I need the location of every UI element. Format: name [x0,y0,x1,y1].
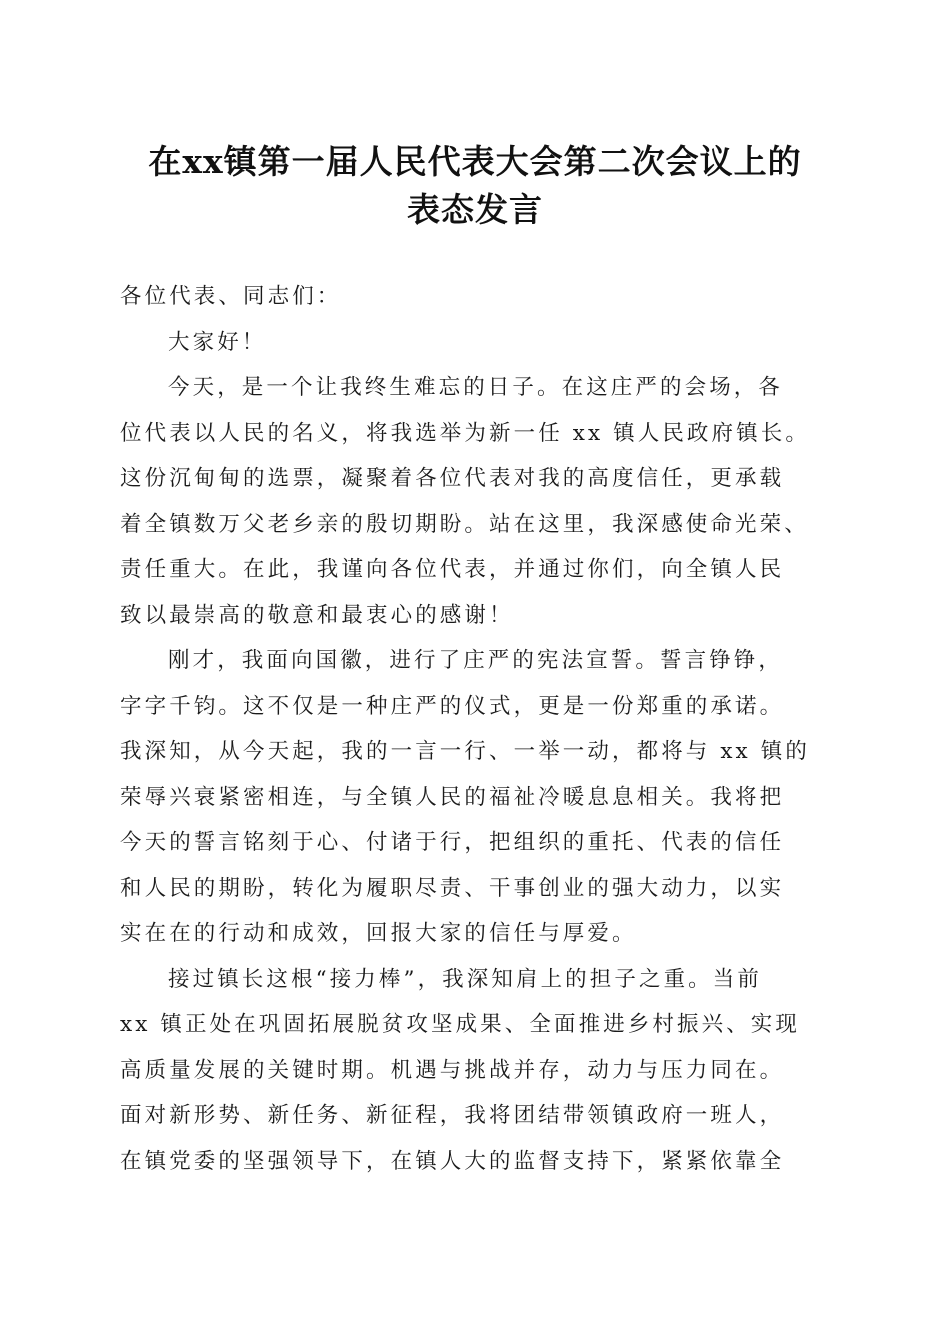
text-line: 面对新形势、新任务、新征程，我将团结带领镇政府一班人， [120,1103,785,1128]
text-line: 实在在的行动和成效，回报大家的信任与厚爱。 [120,921,637,946]
text-line: 大家好！ [168,329,267,355]
text-line: 荣辱兴衰紧密相连，与全镇人民的福祉冷暖息息相关。我将把 [120,784,785,810]
text-line: 各位代表、同志们： [120,284,342,309]
text-line: 致以最崇高的敬意和最衷心的感谢！ [120,602,514,628]
text-line: 字字千钧。这不仅是一种庄严的仪式，更是一份郑重的承诺。 [120,693,785,719]
text-line: 和人民的期盼，转化为履职尽责、干事创业的强大动力，以实 [120,875,785,901]
title-line-2: 表态发言 [407,190,543,229]
page-title [0,138,950,234]
text-line: 这份沉甸甸的选票，凝聚着各位代表对我的高度信任，更承载 [120,466,785,491]
text-line: 着全镇数万父老乡亲的殷切期盼。站在这里，我深感使命光荣、 [120,511,809,537]
text-line: 我深知，从今天起，我的一言一行、一举一动，都将与 xx 镇的 [120,739,810,764]
text-line: 刚才，我面向国徽，进行了庄严的宪法宣誓。誓言铮铮， [168,648,784,673]
text-line: 位代表以人民的名义，将我选举为新一任 xx 镇人民政府镇长。 [120,420,810,446]
text-line: 接过镇长这根“接力棒”，我深知肩上的担子之重。当前 [168,966,762,992]
text-line: 高质量发展的关键时期。机遇与挑战并存，动力与压力同在。 [120,1057,785,1083]
text-line: xx 镇正处在巩固拓展脱贫攻坚成果、全面推进乡村振兴、实现 [120,1012,800,1037]
speech-body [120,274,828,1184]
title-line-1: 在xx镇第一届人民代表大会第二次会议上的 [148,142,802,181]
text-line: 今天，是一个让我终生难忘的日子。在这庄严的会场，各 [168,375,784,400]
text-line: 今天的誓言铭刻于心、付诸于行，把组织的重托、代表的信任 [120,830,785,855]
text-line: 责任重大。在此，我谨向各位代表，并通过你们，向全镇人民 [120,557,785,582]
text-line: 在镇党委的坚强领导下，在镇人大的监督支持下，紧紧依靠全 [120,1148,785,1174]
